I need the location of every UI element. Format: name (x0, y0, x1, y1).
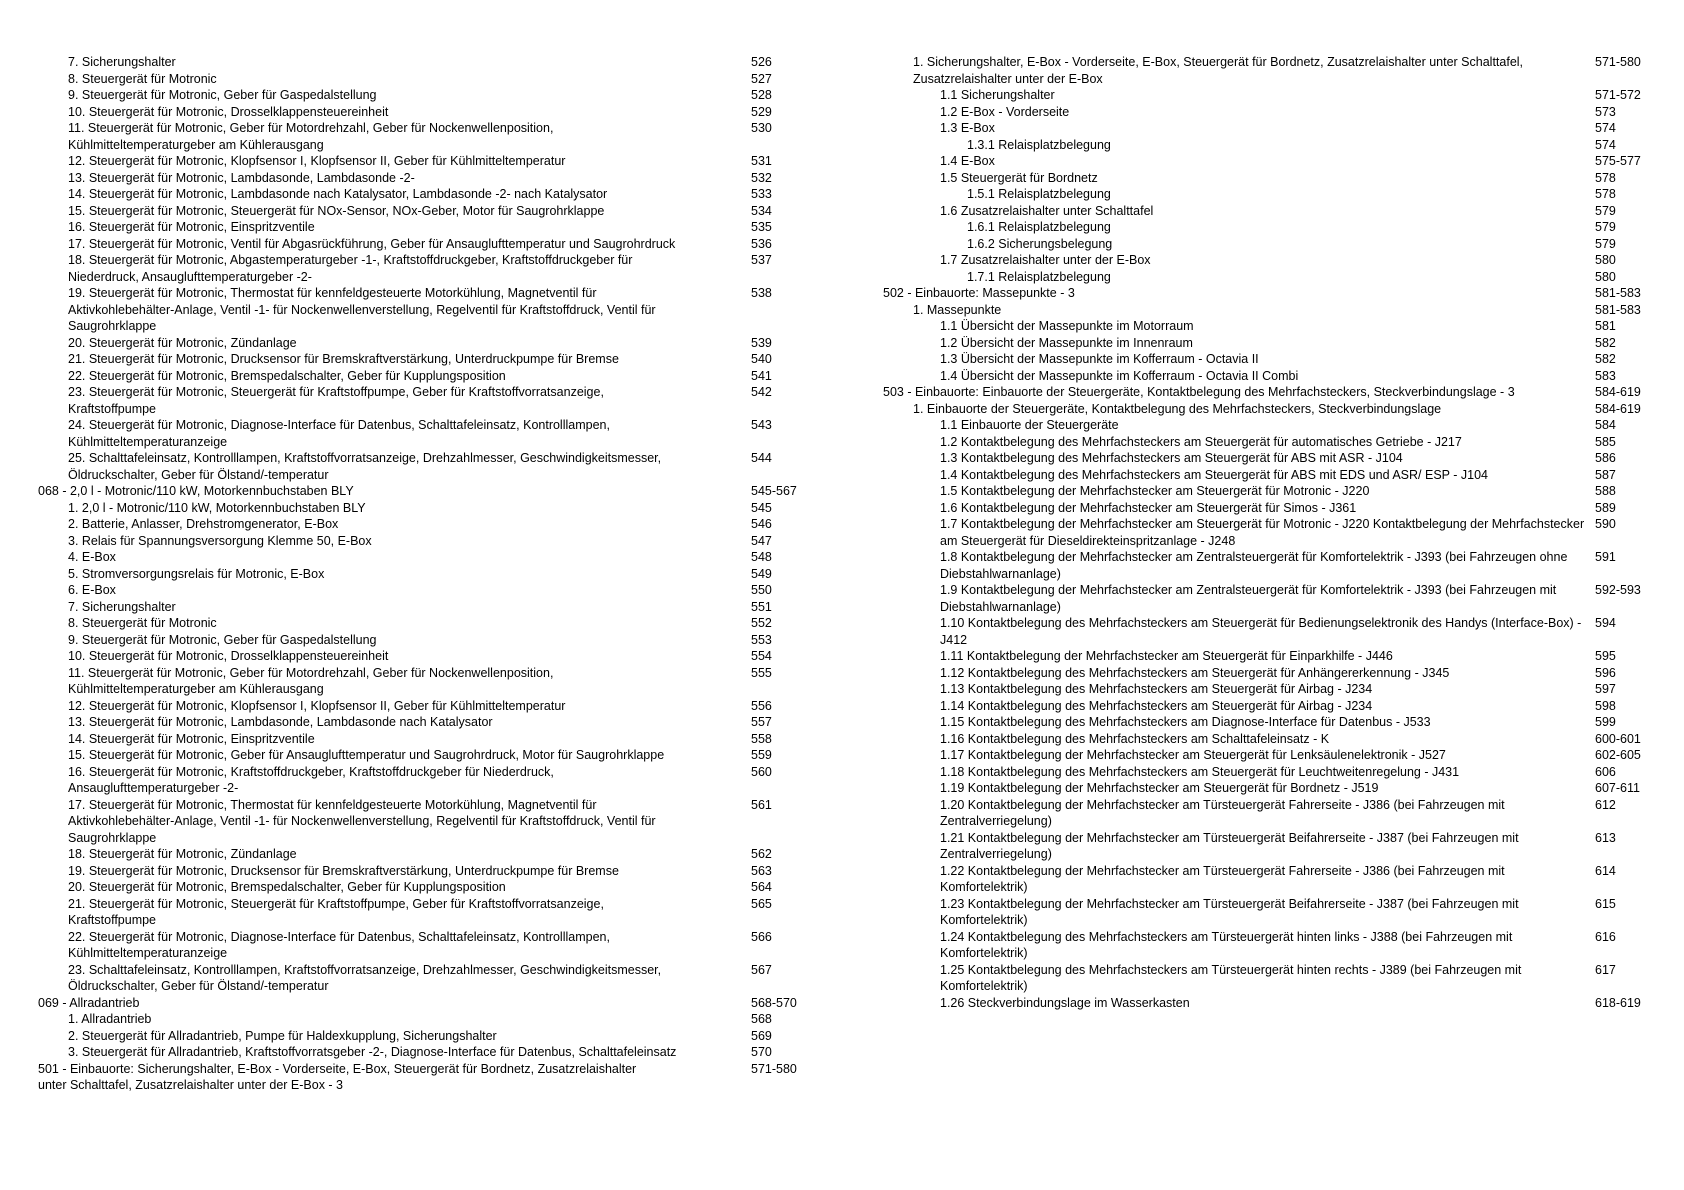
toc-entry-page: 583 (1595, 368, 1616, 383)
toc-entry-page: 548 (751, 550, 772, 564)
toc-entry-title: 1.3 Kontaktbelegung des Mehrfachsteckers am Steuergerät für ABS mit ASR - J104 (940, 451, 1403, 465)
toc-entry-title: 13. Steuergerät für Motronic, Lambdasonde, Lambdasonde nach Katalysator (68, 715, 493, 729)
toc-entry[interactable] (38, 549, 808, 566)
toc-entry[interactable] (883, 219, 1653, 236)
toc-entry-title: 11. Steuergerät für Motronic, Geber für Motordrehzahl, Geber für Nockenwellenposition, Kühlmitteltemperaturgeber am Kühlerausgang (68, 665, 554, 696)
toc-entry-title: 13. Steuergerät für Motronic, Lambdasonde, Lambdasonde -2- (68, 170, 415, 185)
toc-entry[interactable] (883, 87, 1653, 104)
toc-entry-title: 1.5 Steuergerät für Bordnetz (940, 170, 1098, 185)
toc-entry-title: 16. Steuergerät für Motronic, Kraftstoffdruckgeber, Kraftstoffdruckgeber für Niederdruck, Ansauglufttemperaturgeber -2- (68, 764, 554, 795)
toc-entry-title: 1.12 Kontaktbelegung des Mehrfachsteckers am Steuergerät für Anhängererkennung - J345 (940, 665, 1450, 680)
toc-entry[interactable] (883, 269, 1653, 286)
toc-entry[interactable] (38, 368, 808, 385)
toc-entry-title: 1.2 Kontaktbelegung des Mehrfachsteckers am Steuergerät für automatisches Getriebe - J217 (940, 434, 1462, 449)
toc-entry-page: 536 (751, 236, 772, 251)
toc-entry-page: 556 (751, 698, 772, 713)
toc-entry-title: 20. Steuergerät für Motronic, Zündanlage (68, 335, 297, 350)
toc-entry-page: 584 (1595, 418, 1616, 432)
toc-entry-title: 7. Sicherungshalter (68, 599, 176, 614)
toc-entry-title: 1.3 E-Box (940, 121, 995, 135)
toc-entry[interactable] (883, 285, 1653, 302)
toc-entry-page: 558 (751, 731, 772, 746)
toc-entry-page: 573 (1595, 104, 1616, 119)
toc-entry-title: 501 - Einbauorte: Sicherungshalter, E-Box - Vorderseite, E-Box, Steuergerät für Bordnetz, Zusatzrelaishalter unter Schalttafel, Zusatzrelaishalter unter der E-Box - 3 (38, 1061, 637, 1092)
toc-entry-title: 19. Steuergerät für Motronic, Drucksensor für Bremskraftverstärkung, Unterdruckpumpe für Bremse (68, 863, 619, 878)
toc-entry[interactable] (883, 830, 1653, 863)
toc-entry[interactable] (38, 863, 808, 880)
toc-entry-page: 574 (1595, 137, 1616, 152)
toc-entry[interactable] (38, 219, 808, 236)
toc-entry-title: 25. Schalttafeleinsatz, Kontrolllampen, Kraftstoffvorratsanzeige, Drehzahlmesser, Geschwindigkeitsmesser, Öldruckschalter, Geber für Ölstand/-temperatur (68, 451, 662, 482)
toc-entry-page: 588 (1595, 484, 1616, 498)
toc-entry-title: 1.5.1 Relaisplatzbelegung (967, 187, 1111, 201)
toc-entry[interactable] (38, 599, 808, 616)
toc-entry[interactable] (38, 632, 808, 649)
toc-entry-page: 584-619 (1595, 385, 1641, 399)
toc-entry-page: 568 (751, 1012, 772, 1026)
toc-entry-page: 598 (1595, 698, 1616, 713)
toc-entry[interactable] (38, 87, 808, 104)
toc-entry[interactable] (38, 698, 808, 715)
toc-entry-title: 10. Steuergerät für Motronic, Drosselklappensteuereinheit (68, 649, 389, 663)
toc-entry-page: 526 (751, 55, 772, 69)
toc-entry[interactable] (883, 549, 1653, 582)
toc-entry[interactable] (883, 54, 1653, 87)
toc-entry-page: 550 (751, 583, 772, 597)
toc-entry-title: 1.24 Kontaktbelegung des Mehrfachsteckers am Türsteuergerät hinten links - J388 (bei Fahrzeugen mit Komfortelektrik) (940, 929, 1513, 960)
toc-entry[interactable] (38, 1061, 808, 1094)
toc-entry[interactable] (883, 318, 1653, 335)
toc-entry-page: 579 (1595, 236, 1616, 251)
toc-entry-page: 584-619 (1595, 401, 1641, 416)
toc-entry[interactable] (38, 500, 808, 517)
toc-entry[interactable] (883, 615, 1653, 648)
toc-entry-title: 14. Steuergerät für Motronic, Einspritzventile (68, 731, 315, 746)
toc-entry-title: 17. Steuergerät für Motronic, Ventil für Abgasrückführung, Geber für Ansauglufttemperatur und Saugrohrdruck (68, 236, 676, 251)
toc-entry-page: 613 (1595, 830, 1616, 845)
toc-entry-title: 18. Steuergerät für Motronic, Zündanlage (68, 847, 297, 861)
toc-entry-title: 1.13 Kontaktbelegung des Mehrfachsteckers am Steuergerät für Airbag - J234 (940, 682, 1373, 696)
toc-entry-page: 561 (751, 797, 772, 812)
toc-entry[interactable] (38, 384, 808, 417)
toc-entry-page: 616 (1595, 929, 1616, 944)
toc-entry-page: 571-580 (1595, 55, 1641, 69)
toc-entry-page: 531 (751, 154, 772, 168)
toc-entry[interactable] (883, 995, 1653, 1012)
toc-entry-title: 23. Steuergerät für Motronic, Steuergerät für Kraftstoffpumpe, Geber für Kraftstoffvorratsanzeige, Kraftstoffpumpe (68, 385, 604, 416)
toc-entry-page: 569 (751, 1028, 772, 1043)
toc-entry[interactable] (38, 203, 808, 220)
toc-entry[interactable] (38, 450, 808, 483)
toc-entry-title: 4. E-Box (68, 550, 116, 564)
toc-entry-title: 1. 2,0 l - Motronic/110 kW, Motorkennbuchstaben BLY (68, 500, 366, 515)
toc-entry-page: 580 (1595, 253, 1616, 267)
toc-entry[interactable] (883, 236, 1653, 253)
toc-entry-page: 587 (1595, 467, 1616, 482)
toc-entry-page: 547 (751, 533, 772, 548)
toc-entry-title: 8. Steuergerät für Motronic (68, 616, 217, 630)
toc-entry-page: 565 (751, 896, 772, 911)
toc-entry-page: 606 (1595, 764, 1616, 779)
toc-entry[interactable] (883, 417, 1653, 434)
toc-entry-title: 3. Steuergerät für Allradantrieb, Kraftstoffvorratsgeber -2-, Diagnose-Interface für Datenbus, Schalttafeleinsatz (68, 1045, 677, 1059)
toc-entry-page: 543 (751, 418, 772, 432)
toc-entry-page: 589 (1595, 500, 1616, 515)
toc-entry-page: 586 (1595, 451, 1616, 465)
toc-entry[interactable] (38, 516, 808, 533)
toc-entry-title: 10. Steuergerät für Motronic, Drosselklappensteuereinheit (68, 104, 389, 119)
toc-entry[interactable] (883, 302, 1653, 319)
toc-entry[interactable] (883, 153, 1653, 170)
toc-entry-title: 24. Steuergerät für Motronic, Diagnose-Interface für Datenbus, Schalttafeleinsatz, Kontrolllampen, Kühlmitteltemperaturanzeige (68, 418, 610, 449)
toc-entry-page: 571-572 (1595, 88, 1641, 102)
toc-entry-page: 596 (1595, 665, 1616, 680)
toc-entry[interactable] (38, 731, 808, 748)
toc-entry[interactable] (38, 483, 808, 500)
toc-entry[interactable] (883, 896, 1653, 929)
toc-entry-page: 562 (751, 847, 772, 861)
toc-entry-page: 555 (751, 665, 772, 680)
toc-entry-page: 591 (1595, 550, 1616, 564)
toc-entry-title: 2. Steuergerät für Allradantrieb, Pumpe für Haldexkupplung, Sicherungshalter (68, 1028, 497, 1043)
toc-entry-page: 553 (751, 632, 772, 647)
toc-entry-title: 1.23 Kontaktbelegung der Mehrfachstecker am Türsteuergerät Beifahrerseite - J387 (bei Fahrzeugen mit Komfortelektrik) (940, 896, 1519, 927)
toc-entry-title: 1.1 Sicherungshalter (940, 88, 1055, 102)
toc-entry-title: 1.3.1 Relaisplatzbelegung (967, 137, 1111, 152)
toc-entry[interactable] (883, 747, 1653, 764)
toc-entry[interactable] (883, 681, 1653, 698)
toc-entry[interactable] (38, 582, 808, 599)
toc-entry-title: 18. Steuergerät für Motronic, Abgastemperaturgeber -1-, Kraftstoffdruckgeber, Kraftstoffdruckgeber für Niederdruck, Ansauglufttemperaturgeber -2- (68, 253, 633, 284)
toc-entry-page: 585 (1595, 434, 1616, 449)
toc-entry-page: 570 (751, 1045, 772, 1059)
toc-entry[interactable] (38, 648, 808, 665)
toc-entry[interactable] (883, 467, 1653, 484)
toc-entry-title: 068 - 2,0 l - Motronic/110 kW, Motorkennbuchstaben BLY (38, 484, 354, 498)
toc-entry-page: 528 (751, 88, 772, 102)
toc-entry-title: 1. Einbauorte der Steuergeräte, Kontaktbelegung des Mehrfachsteckers, Steckverbindungslage (913, 401, 1442, 416)
toc-entry[interactable] (38, 797, 808, 847)
toc-entry[interactable] (38, 71, 808, 88)
toc-entry-title: 20. Steuergerät für Motronic, Bremspedalschalter, Geber für Kupplungsposition (68, 880, 506, 894)
toc-entry-page: 575-577 (1595, 154, 1641, 168)
toc-entry[interactable] (883, 401, 1653, 418)
toc-entry[interactable] (883, 500, 1653, 517)
toc-entry[interactable] (883, 764, 1653, 781)
toc-entry-title: 17. Steuergerät für Motronic, Thermostat für kennfeldgesteuerte Motorkühlung, Magnetventil für Aktivkohlebehälter-Anlage, Ventil -1- für Nockenwellenverstellung, Regelventil für Kraftstoffdruck, Ventil für Saugrohrklappe (68, 797, 656, 845)
toc-entry-title: 1.1 Einbauorte der Steuergeräte (940, 418, 1119, 432)
toc-entry[interactable] (38, 351, 808, 368)
toc-entry-title: 11. Steuergerät für Motronic, Geber für Motordrehzahl, Geber für Nockenwellenposition, Kühlmitteltemperaturgeber am Kühlerausgang (68, 121, 554, 152)
toc-entry-title: 1.15 Kontaktbelegung des Mehrfachsteckers am Diagnose-Interface für Datenbus - J533 (940, 715, 1431, 729)
toc-entry[interactable] (883, 203, 1653, 220)
toc-entry-page: 618-619 (1595, 995, 1641, 1010)
toc-entry-page: 554 (751, 649, 772, 663)
toc-entry-page: 566 (751, 929, 772, 944)
toc-entry-page: 559 (751, 748, 772, 762)
toc-entry-page: 563 (751, 863, 772, 878)
toc-entry-page: 600-601 (1595, 731, 1641, 746)
toc-entry[interactable] (38, 104, 808, 121)
toc-entry-page: 592-593 (1595, 583, 1641, 597)
toc-entry[interactable] (38, 929, 808, 962)
toc-entry-title: 1.1 Übersicht der Massepunkte im Motorraum (940, 319, 1194, 333)
toc-entry-title: 1.6.1 Relaisplatzbelegung (967, 220, 1111, 234)
toc-entry[interactable] (38, 665, 808, 698)
toc-entry-title: 22. Steuergerät für Motronic, Bremspedalschalter, Geber für Kupplungsposition (68, 368, 506, 383)
toc-entry[interactable] (883, 929, 1653, 962)
toc-entry-title: 1.17 Kontaktbelegung der Mehrfachstecker am Steuergerät für Lenksäulenelektronik - J527 (940, 748, 1446, 762)
toc-entry-page: 544 (751, 451, 772, 465)
toc-entry-page: 535 (751, 220, 772, 234)
toc-entry-title: 1.26 Steckverbindungslage im Wasserkasten (940, 995, 1190, 1010)
toc-entry-page: 539 (751, 335, 772, 350)
toc-entry-title: 12. Steuergerät für Motronic, Klopfsensor I, Klopfsensor II, Geber für Kühlmitteltemperatur (68, 698, 566, 713)
toc-entry-page: 607-611 (1595, 781, 1640, 795)
toc-entry-title: 12. Steuergerät für Motronic, Klopfsensor I, Klopfsensor II, Geber für Kühlmitteltemperatur (68, 154, 566, 168)
toc-entry-title: 15. Steuergerät für Motronic, Geber für Ansauglufttemperatur und Saugrohrdruck, Motor für Saugrohrklappe (68, 748, 665, 762)
toc-entry-title: 1.18 Kontaktbelegung des Mehrfachsteckers am Steuergerät für Leuchtweitenregelung - J431 (940, 764, 1460, 779)
toc-entry[interactable] (883, 780, 1653, 797)
toc-entry-title: 2. Batterie, Anlasser, Drehstromgenerator, E-Box (68, 517, 339, 531)
toc-entry-title: 1.4 Kontaktbelegung des Mehrfachsteckers am Steuergerät für ABS mit EDS und ASR/ ESP - J104 (940, 467, 1488, 482)
toc-entry-title: 1.20 Kontaktbelegung der Mehrfachstecker am Türsteuergerät Fahrerseite - J386 (bei Fahrzeugen mit Zentralverriegelung) (940, 797, 1505, 828)
toc-entry-page: 564 (751, 880, 772, 894)
toc-entry-page: 574 (1595, 121, 1616, 135)
toc-entry-page: 527 (751, 71, 772, 86)
toc-entry-title: 1.11 Kontaktbelegung der Mehrfachstecker am Steuergerät für Einparkhilfe - J446 (940, 649, 1393, 663)
toc-entry[interactable] (883, 797, 1653, 830)
toc-entry-title: 1.25 Kontaktbelegung des Mehrfachsteckers am Türsteuergerät hinten rechts - J389 (bei Fahrzeugen mit Komfortelektrik) (940, 962, 1522, 993)
toc-entry-title: 1.7 Kontaktbelegung der Mehrfachstecker am Steuergerät für Motronic - J220 Kontaktbelegung der Mehrfachstecker am Steuergerät für Dieseldirekteinspritzanlage - J248 (940, 517, 1585, 548)
toc-entry-title: 3. Relais für Spannungsversorgung Klemme 50, E-Box (68, 533, 372, 548)
toc-entry[interactable] (38, 252, 808, 285)
toc-entry-page: 581 (1595, 319, 1616, 333)
toc-entry-title: 9. Steuergerät für Motronic, Geber für Gaspedalstellung (68, 632, 377, 647)
toc-entry-page: 540 (751, 352, 772, 366)
toc-entry-title: 23. Schalttafeleinsatz, Kontrolllampen, Kraftstoffvorratsanzeige, Drehzahlmesser, Geschwindigkeitsmesser, Öldruckschalter, Geber für Ölstand/-temperatur (68, 962, 662, 993)
toc-entry-page: 612 (1595, 797, 1616, 812)
toc-entry[interactable] (38, 285, 808, 335)
toc-entry-title: 14. Steuergerät für Motronic, Lambdasonde nach Katalysator, Lambdasonde -2- nach Katalysator (68, 187, 608, 201)
toc-entry-title: 21. Steuergerät für Motronic, Steuergerät für Kraftstoffpumpe, Geber für Kraftstoffvorratsanzeige, Kraftstoffpumpe (68, 896, 604, 927)
toc-entry[interactable] (883, 186, 1653, 203)
toc-entry[interactable] (883, 648, 1653, 665)
toc-entry[interactable] (883, 483, 1653, 500)
toc-entry-page: 541 (751, 368, 772, 383)
toc-entry-page: 537 (751, 253, 772, 267)
toc-entry-title: 502 - Einbauorte: Massepunkte - 3 (883, 286, 1075, 300)
toc-entry[interactable] (883, 368, 1653, 385)
toc-entry-title: 1.6 Zusatzrelaishalter unter Schalttafel (940, 203, 1154, 218)
toc-entry-title: 1. Massepunkte (913, 302, 1002, 317)
toc-entry-page: 582 (1595, 335, 1616, 350)
toc-entry[interactable] (38, 1044, 808, 1061)
toc-entry[interactable] (883, 582, 1653, 615)
toc-entry[interactable] (38, 747, 808, 764)
toc-entry-title: 19. Steuergerät für Motronic, Thermostat für kennfeldgesteuerte Motorkühlung, Magnetventil für Aktivkohlebehälter-Anlage, Ventil -1- für Nockenwellenverstellung, Regelventil für Kraftstoffdruck, Ventil für Saugrohrklappe (68, 286, 656, 333)
toc-entry-page: 538 (751, 286, 772, 300)
toc-entry-title: 1.2 E-Box - Vorderseite (940, 104, 1070, 119)
toc-entry[interactable] (38, 153, 808, 170)
toc-entry-title: 1.3 Übersicht der Massepunkte im Kofferraum - Octavia II (940, 352, 1259, 366)
toc-entry-page: 578 (1595, 170, 1616, 185)
toc-entry[interactable] (883, 450, 1653, 467)
toc-entry[interactable] (883, 351, 1653, 368)
toc-entry-page: 590 (1595, 517, 1616, 531)
toc-entry-title: 22. Steuergerät für Motronic, Diagnose-Interface für Datenbus, Schalttafeleinsatz, Kontrolllampen, Kühlmitteltemperaturanzeige (68, 929, 610, 960)
toc-entry[interactable] (38, 566, 808, 583)
toc-entry-title: 1.21 Kontaktbelegung der Mehrfachstecker am Türsteuergerät Beifahrerseite - J387 (bei Fahrzeugen mit Zentralverriegelung) (940, 830, 1519, 861)
toc-entry-page: 568-570 (751, 995, 797, 1010)
toc-entry-page: 560 (751, 764, 772, 779)
toc-entry-title: 1.2 Übersicht der Massepunkte im Innenraum (940, 335, 1193, 350)
toc-entry-page: 571-580 (751, 1061, 797, 1076)
toc-entry-title: 1.7 Zusatzrelaishalter unter der E-Box (940, 253, 1151, 267)
toc-entry-page: 579 (1595, 220, 1616, 234)
toc-entry-page: 580 (1595, 269, 1616, 284)
toc-entry-title: 1.16 Kontaktbelegung des Mehrfachsteckers am Schalttafeleinsatz - K (940, 731, 1330, 746)
toc-entry-page: 579 (1595, 203, 1616, 218)
toc-entry-title: 1.4 E-Box (940, 154, 995, 168)
toc-entry[interactable] (883, 962, 1653, 995)
toc-entry-title: 16. Steuergerät für Motronic, Einspritzventile (68, 220, 315, 234)
toc-entry-title: 1.7.1 Relaisplatzbelegung (967, 269, 1111, 284)
toc-entry[interactable] (883, 665, 1653, 682)
toc-entry-page: 534 (751, 203, 772, 218)
toc-entry-title: 7. Sicherungshalter (68, 55, 176, 69)
toc-entry-title: 1.9 Kontaktbelegung der Mehrfachstecker am Zentralsteuergerät für Komfortelektrik - J393 (bei Fahrzeugen mit Diebstahlwarnanlage) (940, 583, 1557, 614)
toc-entry[interactable] (38, 417, 808, 450)
toc-entry-page: 546 (751, 517, 772, 531)
toc-entry-page: 595 (1595, 649, 1616, 663)
toc-entry-title: 6. E-Box (68, 583, 116, 597)
toc-entry-page: 581-583 (1595, 302, 1641, 317)
toc-entry-title: 1.4 Übersicht der Massepunkte im Kofferraum - Octavia II Combi (940, 368, 1299, 383)
toc-entry[interactable] (883, 434, 1653, 451)
toc-entry[interactable] (883, 252, 1653, 269)
toc-entry-title: 1.5 Kontaktbelegung der Mehrfachstecker am Steuergerät für Motronic - J220 (940, 484, 1370, 498)
toc-entry[interactable] (38, 120, 808, 153)
toc-entry-page: 552 (751, 616, 772, 630)
toc-entry[interactable] (38, 533, 808, 550)
toc-entry-page: 545-567 (751, 484, 797, 498)
toc-entry-page: 532 (751, 170, 772, 185)
toc-entry[interactable] (38, 335, 808, 352)
toc-entry-page: 529 (751, 104, 772, 119)
toc-entry-title: 21. Steuergerät für Motronic, Drucksensor für Bremskraftverstärkung, Unterdruckpumpe für Bremse (68, 352, 619, 366)
toc-entry[interactable] (883, 384, 1653, 401)
toc-entry-page: 567 (751, 962, 772, 977)
toc-entry[interactable] (38, 764, 808, 797)
toc-entry-title: 503 - Einbauorte: Einbauorte der Steuergeräte, Kontaktbelegung des Mehrfachsteckers, Steckverbindungslage - 3 (883, 385, 1515, 399)
toc-entry-page: 578 (1595, 187, 1616, 201)
toc-right-column (883, 54, 1653, 1011)
toc-entry-title: 1.6 Kontaktbelegung der Mehrfachstecker am Steuergerät für Simos - J361 (940, 500, 1357, 515)
toc-entry[interactable] (38, 236, 808, 253)
toc-entry[interactable] (883, 698, 1653, 715)
toc-entry-title: 1.8 Kontaktbelegung der Mehrfachstecker am Zentralsteuergerät für Komfortelektrik - J393 (bei Fahrzeugen ohne Diebstahlwarnanlage) (940, 550, 1568, 581)
toc-entry[interactable] (38, 995, 808, 1012)
toc-entry[interactable] (883, 731, 1653, 748)
toc-entry[interactable] (883, 120, 1653, 137)
toc-entry-title: 1.22 Kontaktbelegung der Mehrfachstecker am Türsteuergerät Fahrerseite - J386 (bei Fahrzeugen mit Komfortelektrik) (940, 863, 1505, 894)
toc-entry[interactable] (883, 335, 1653, 352)
toc-entry-title: 1. Sicherungshalter, E-Box - Vorderseite, E-Box, Steuergerät für Bordnetz, Zusatzrelaishalter unter Schalttafel, Zusatzrelaishalter unter der E-Box (913, 55, 1524, 86)
toc-entry[interactable] (38, 615, 808, 632)
toc-entry-page: 615 (1595, 896, 1616, 911)
toc-entry[interactable] (38, 170, 808, 187)
toc-entry-page: 594 (1595, 616, 1616, 630)
toc-entry-title: 1.19 Kontaktbelegung der Mehrfachstecker am Steuergerät für Bordnetz - J519 (940, 781, 1379, 795)
toc-entry-page: 549 (751, 566, 772, 581)
toc-entry[interactable] (883, 516, 1653, 549)
toc-entry-page: 582 (1595, 352, 1616, 366)
toc-entry-title: 1. Allradantrieb (68, 1012, 152, 1026)
toc-entry[interactable] (883, 104, 1653, 121)
toc-entry-title: 5. Stromversorgungsrelais für Motronic, E-Box (68, 566, 325, 581)
toc-entry-page: 533 (751, 187, 772, 201)
toc-entry-page: 597 (1595, 682, 1616, 696)
toc-entry-title: 1.14 Kontaktbelegung des Mehrfachsteckers am Steuergerät für Airbag - J234 (940, 698, 1373, 713)
toc-left-column (38, 54, 808, 1094)
toc-entry[interactable] (883, 137, 1653, 154)
toc-entry-page: 542 (751, 385, 772, 399)
toc-entry-page: 599 (1595, 715, 1616, 729)
toc-entry-page: 545 (751, 500, 772, 515)
toc-entry[interactable] (38, 896, 808, 929)
toc-entry[interactable] (38, 879, 808, 896)
toc-entry[interactable] (38, 186, 808, 203)
toc-entry-page: 581-583 (1595, 286, 1641, 300)
toc-entry[interactable] (883, 863, 1653, 896)
toc-entry[interactable] (38, 1011, 808, 1028)
toc-entry[interactable] (38, 714, 808, 731)
toc-entry-page: 530 (751, 121, 772, 135)
toc-entry-title: 1.10 Kontaktbelegung des Mehrfachsteckers am Steuergerät für Bedienungselektronik des Handys (Interface-Box) - J412 (940, 616, 1582, 647)
toc-entry[interactable] (38, 54, 808, 71)
toc-entry-page: 551 (751, 599, 772, 614)
toc-entry-page: 602-605 (1595, 748, 1641, 762)
toc-entry-title: 15. Steuergerät für Motronic, Steuergerät für NOx-Sensor, NOx-Geber, Motor für Saugrohrklappe (68, 203, 605, 218)
toc-entry-page: 614 (1595, 863, 1616, 878)
toc-entry-title: 8. Steuergerät für Motronic (68, 71, 217, 86)
toc-entry[interactable] (38, 1028, 808, 1045)
toc-entry-page: 617 (1595, 962, 1616, 977)
toc-entry-title: 9. Steuergerät für Motronic, Geber für Gaspedalstellung (68, 88, 377, 102)
toc-entry-title: 069 - Allradantrieb (38, 995, 140, 1010)
toc-entry[interactable] (883, 714, 1653, 731)
toc-entry[interactable] (883, 170, 1653, 187)
toc-entry[interactable] (38, 846, 808, 863)
toc-entry-page: 557 (751, 715, 772, 729)
toc-entry[interactable] (38, 962, 808, 995)
toc-entry-title: 1.6.2 Sicherungsbelegung (967, 236, 1113, 251)
